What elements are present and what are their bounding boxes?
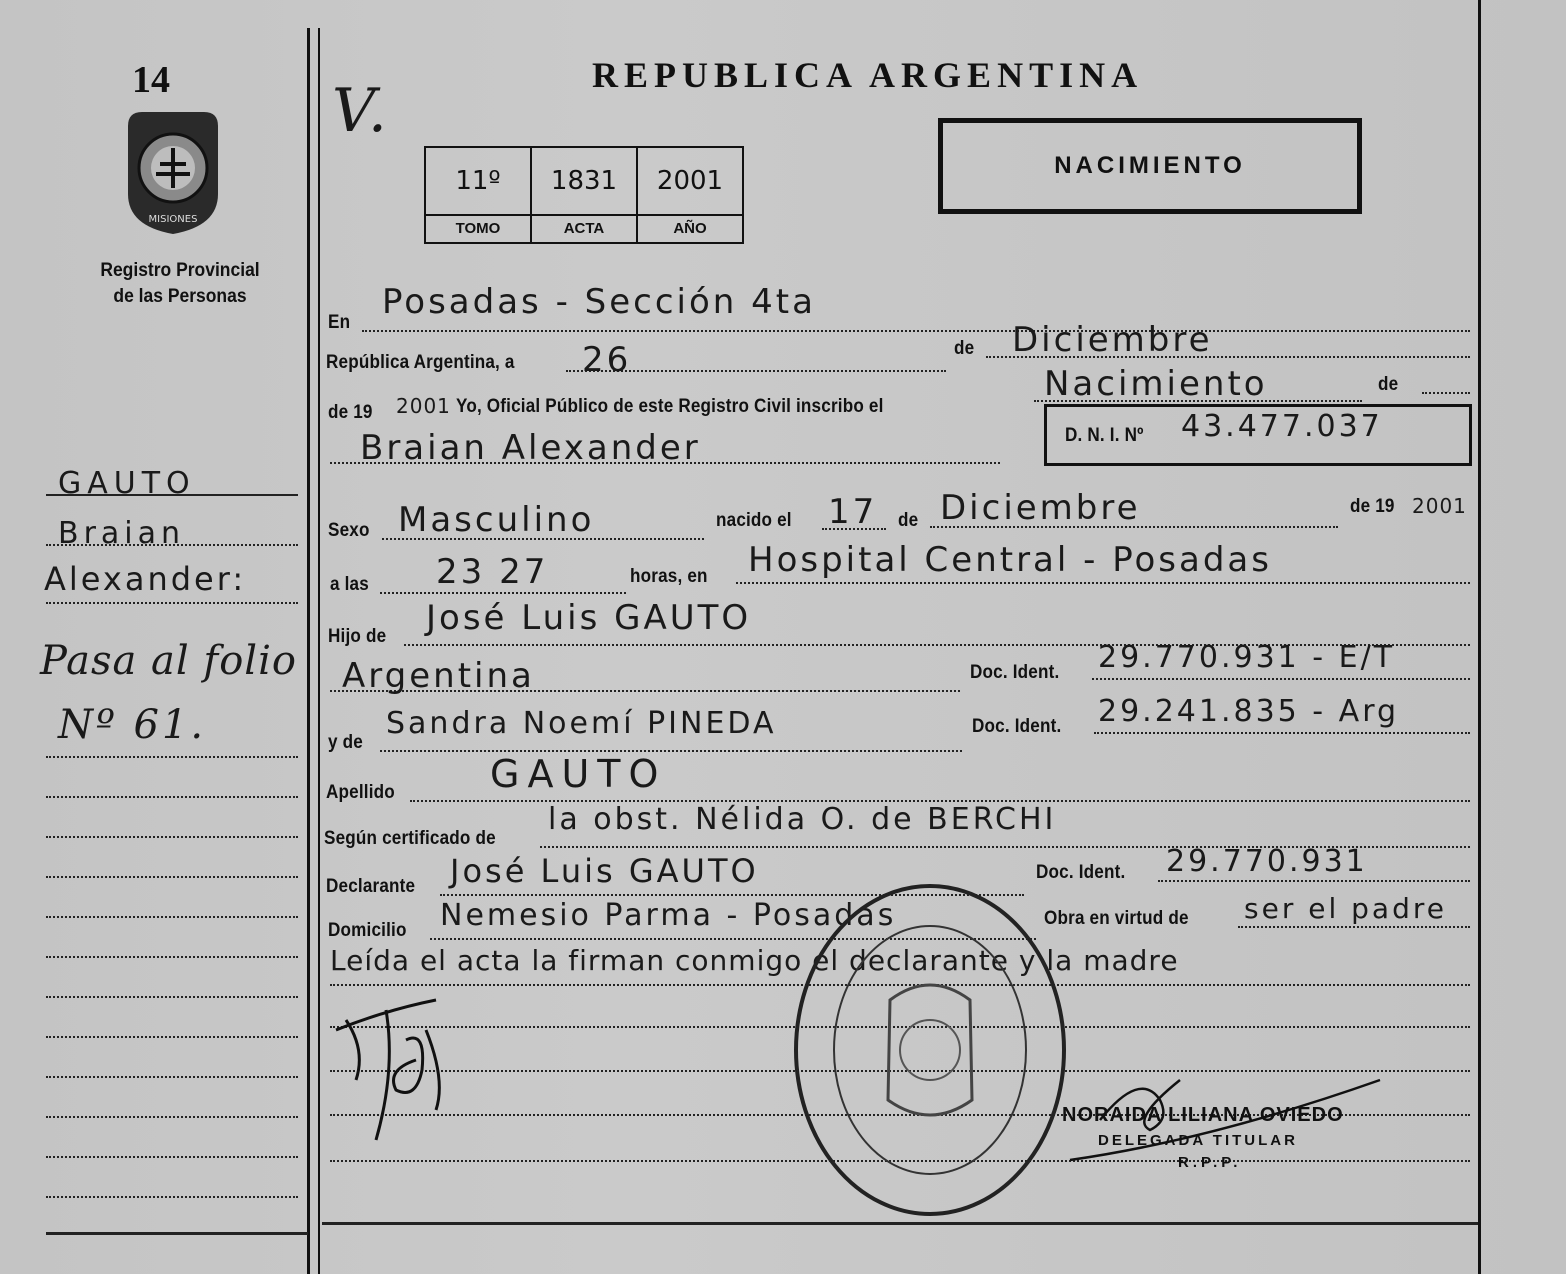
margin-line: [46, 996, 298, 998]
margin-line: [46, 544, 298, 546]
acta-value: 1831: [531, 147, 637, 215]
value-sexo: Masculino: [398, 500, 595, 540]
anio-label: AÑO: [637, 215, 743, 243]
value-dia-nac: 17: [828, 492, 878, 532]
label-sexo: Sexo: [328, 520, 370, 541]
value-mes: Diciembre: [1012, 320, 1213, 360]
value-declarante-doc: 29.770.931: [1166, 844, 1368, 879]
margin-line: [46, 1196, 298, 1198]
margin-surname: GAUTO: [58, 466, 196, 501]
value-nombre: Braian Alexander: [360, 428, 701, 468]
value-obra: ser el padre: [1244, 892, 1447, 925]
value-lugar: Posadas - Sección 4ta: [382, 282, 816, 322]
label-dni: D. N. I. Nº: [1065, 425, 1144, 446]
record-number-box: [424, 146, 744, 244]
label-en: En: [328, 312, 351, 333]
value-hora: 23 27: [436, 552, 549, 592]
label-y-de: y de: [328, 732, 363, 753]
value-padre-doc: 29.770.931 - E/T: [1098, 640, 1396, 675]
label-de-end: de: [1378, 374, 1399, 395]
tomo-label: TOMO: [425, 215, 531, 243]
line-madre: [380, 750, 962, 752]
label-hijo-de: Hijo de: [328, 626, 387, 647]
value-madre: Sandra Noemí PINEDA: [386, 706, 777, 741]
label-apellido: Apellido: [326, 782, 395, 803]
anio-value: 2001: [637, 147, 743, 215]
margin-line: [46, 756, 298, 758]
value-cierre: Leída el acta la firman conmigo el declarante y la madre: [330, 944, 1179, 977]
acta-label: ACTA: [531, 215, 637, 243]
registry-seal-icon: [790, 880, 1070, 1220]
margin-given-name-1: Braian: [58, 516, 186, 551]
margin-line: [46, 494, 298, 496]
label-a-las: a las: [330, 574, 369, 595]
margin-line: [46, 876, 298, 878]
label-de-19: de 19: [328, 402, 373, 423]
value-padre-nac: Argentina: [342, 656, 535, 696]
margin-line: [46, 602, 298, 604]
value-dia: 26: [582, 340, 632, 380]
label-doc-ident-3: Doc. Ident.: [1036, 862, 1126, 883]
page-edge-line: [1478, 0, 1481, 1274]
line-padre-doc: [1092, 678, 1470, 680]
value-dni: 43.477.037: [1181, 409, 1383, 444]
margin-footer-rule: [46, 1232, 308, 1235]
label-nacido-el: nacido el: [716, 510, 792, 531]
official-office: R.P.P.: [1178, 1154, 1242, 1171]
declarant-signature: [326, 990, 486, 1150]
issuer-line1: Registro Provincial: [100, 260, 260, 281]
value-madre-doc: 29.241.835 - Arg: [1098, 694, 1400, 729]
line-hora: [380, 592, 626, 594]
label-republica-a: República Argentina, a: [326, 352, 515, 373]
margin-line: [46, 796, 298, 798]
country-heading: REPUBLICA ARGENTINA: [592, 55, 1144, 95]
official-title: DELEGADA TITULAR: [1098, 1132, 1298, 1149]
value-lugar-nac: Hospital Central - Posadas: [748, 540, 1272, 580]
value-acto: Nacimiento: [1044, 364, 1268, 404]
province-coat-of-arms-icon: [118, 108, 228, 238]
value-anio-nac: 2001: [1412, 494, 1467, 518]
tomo-value: 11º: [425, 147, 531, 215]
margin-given-name-2: Alexander:: [44, 560, 247, 598]
footer-rule: [322, 1222, 1478, 1225]
label-doc-ident-2: Doc. Ident.: [972, 716, 1062, 737]
margin-line: [46, 1116, 298, 1118]
issuer-name: [88, 258, 272, 310]
value-mes-nac: Diciembre: [940, 488, 1141, 528]
label-de19-b: de 19: [1350, 496, 1395, 517]
label-declarante: Declarante: [326, 876, 416, 897]
line-en: [362, 330, 1470, 332]
seal-text: [1000, 1210, 1037, 1211]
value-padre: José Luis GAUTO: [426, 598, 752, 638]
margin-divider: [307, 28, 310, 1274]
label-obra-en-virtud: Obra en virtud de: [1044, 908, 1189, 929]
margin-line: [46, 916, 298, 918]
label-yo-oficial: Yo, Oficial Público de este Registro Civil inscribo el: [456, 396, 884, 417]
line-de-end: [1422, 392, 1470, 394]
margin-line: [46, 1156, 298, 1158]
label-segun-certificado: Según certificado de: [324, 828, 496, 849]
margin-line: [46, 956, 298, 958]
margin-line: [46, 1076, 298, 1078]
label-domicilio: Domicilio: [328, 920, 407, 941]
top-handwritten-mark: V.: [332, 76, 390, 146]
label-de: de: [954, 338, 975, 359]
margin-line: [46, 836, 298, 838]
value-certificado: la obst. Nélida O. de BERCHI: [548, 802, 1057, 837]
margin-note-folio: Pasa al folio: [40, 638, 297, 684]
record-type-box: NACIMIENTO: [938, 118, 1362, 214]
margin-note-number: Nº 61.: [58, 702, 207, 748]
value-domicilio: Nemesio Parma - Posadas: [440, 898, 897, 933]
value-declarante: José Luis GAUTO: [450, 852, 759, 890]
emblem-text: MISIONES: [148, 214, 198, 225]
margin-line: [46, 1036, 298, 1038]
issuer-line2: de las Personas: [113, 286, 247, 307]
label-doc-ident-1: Doc. Ident.: [970, 662, 1060, 683]
line-obra: [1238, 926, 1470, 928]
label-horas-en: horas, en: [630, 566, 708, 587]
official-name: NORAIDA LILIANA OVIEDO: [1062, 1104, 1344, 1126]
value-anio: 2001: [396, 394, 451, 418]
label-de2: de: [898, 510, 919, 531]
dni-box: [1044, 404, 1472, 466]
line-madre-doc: [1094, 732, 1470, 734]
margin-divider-inner: [318, 28, 320, 1274]
value-apellido: GAUTO: [490, 752, 667, 796]
line-lugar-nac: [736, 582, 1470, 584]
page-number: 14: [132, 59, 170, 101]
line-declarante-doc: [1158, 880, 1470, 882]
